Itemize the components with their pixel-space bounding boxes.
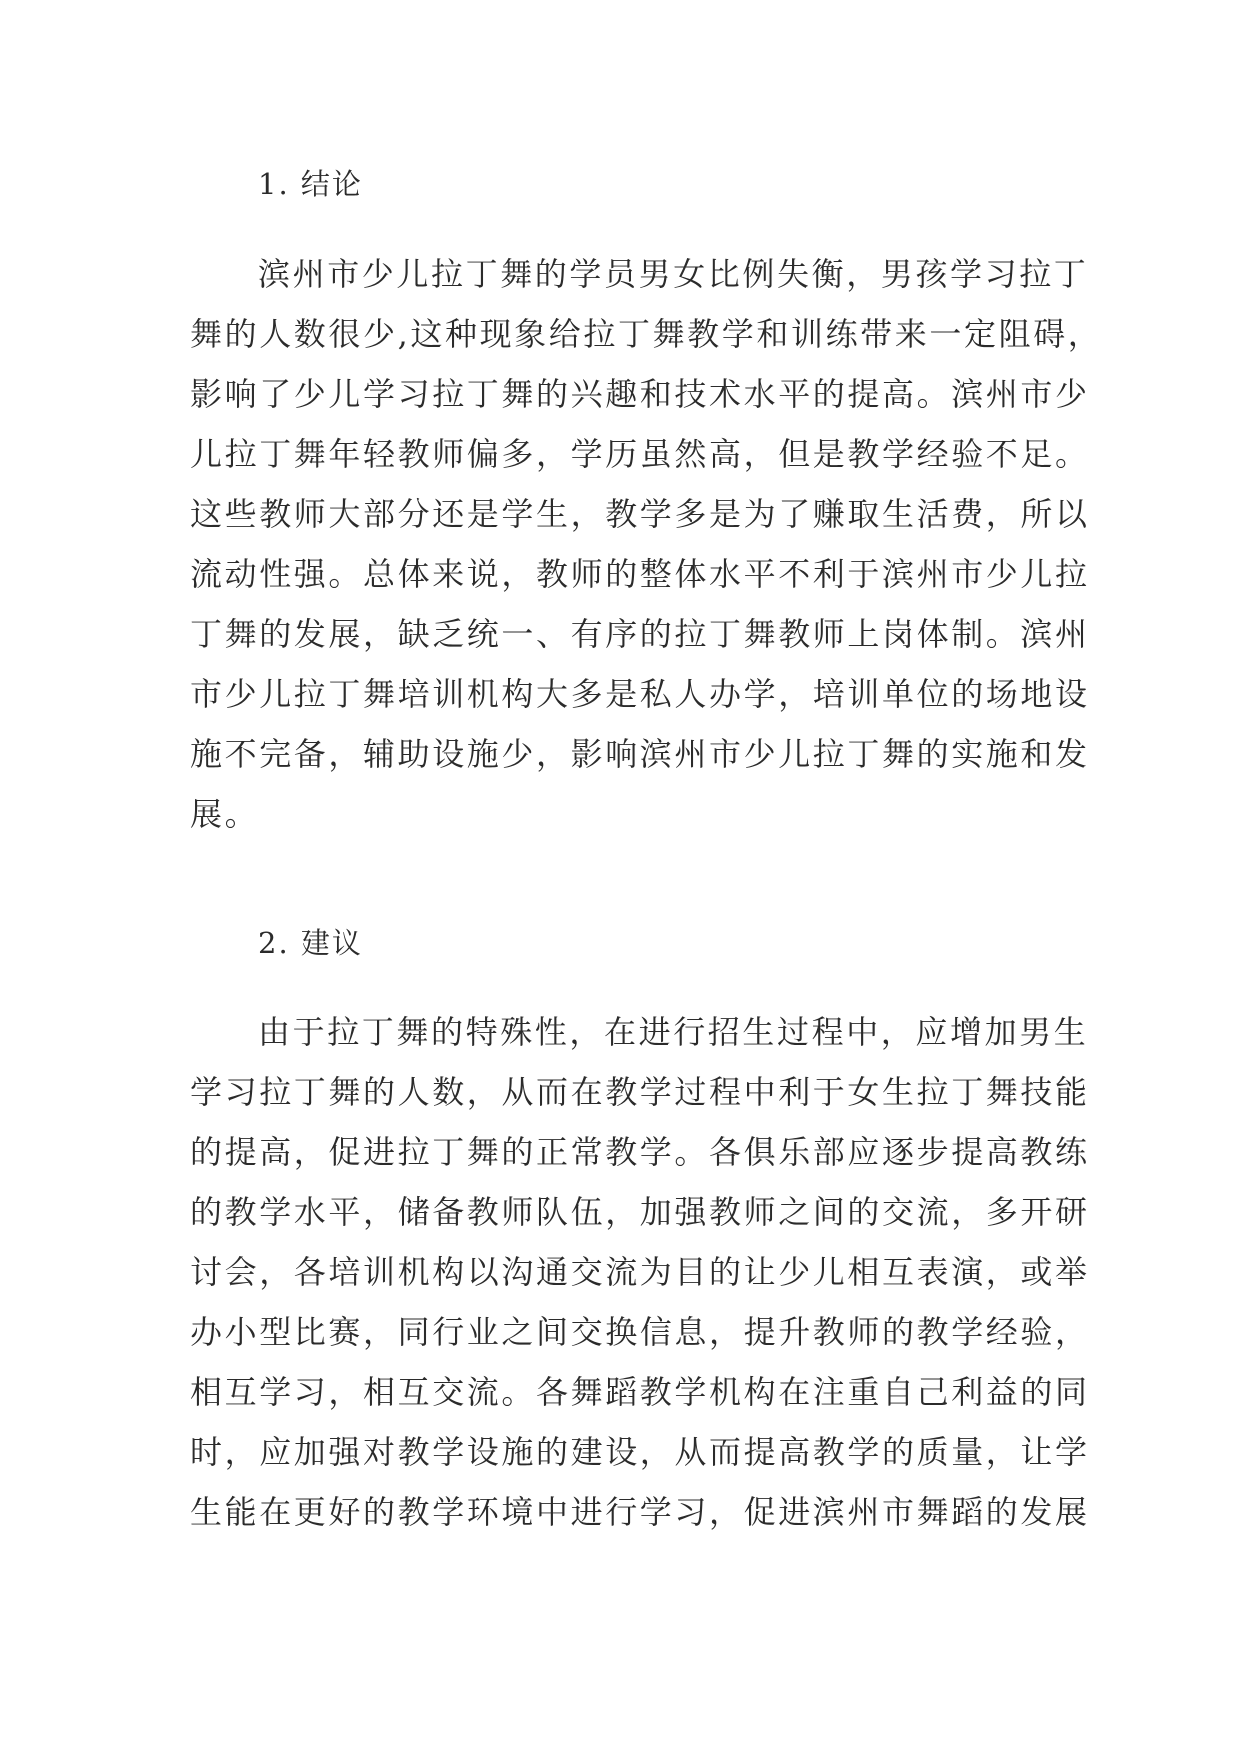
- paragraph-line: 生能在更好的教学环境中进行学习，促进滨州市舞蹈的发展: [190, 1493, 1090, 1531]
- section-heading-suggestions: 2. 建议: [258, 926, 363, 960]
- paragraph-line: 相互学习，相互交流。各舞蹈教学机构在注重自己利益的同: [190, 1373, 1090, 1411]
- paragraph-line: 滨州市少儿拉丁舞的学员男女比例失衡，男孩学习拉丁: [258, 255, 1089, 293]
- paragraph-line: 施不完备，辅助设施少，影响滨州市少儿拉丁舞的实施和发: [190, 735, 1090, 773]
- paragraph-line: 这些教师大部分还是学生，教学多是为了赚取生活费，所以: [190, 495, 1090, 533]
- paragraph-line: 的提高，促进拉丁舞的正常教学。各俱乐部应逐步提高教练: [190, 1133, 1090, 1171]
- section-heading-conclusion: 1. 结论: [258, 167, 363, 201]
- paragraph-line: 学习拉丁舞的人数，从而在教学过程中利于女生拉丁舞技能: [190, 1073, 1090, 1111]
- paragraph-line: 流动性强。总体来说，教师的整体水平不利于滨州市少儿拉: [190, 555, 1090, 593]
- conclusion-paragraph: [190, 244, 1102, 844]
- paragraph-line: 儿拉丁舞年轻教师偏多，学历虽然高，但是教学经验不足。: [190, 435, 1090, 473]
- paragraph-line: 讨会，各培训机构以沟通交流为目的让少儿相互表演，或举: [190, 1253, 1090, 1291]
- paragraph-line: 舞的人数很少,这种现象给拉丁舞教学和训练带来一定阻碍，: [190, 315, 1103, 353]
- suggestions-paragraph: [190, 1002, 1090, 1542]
- paragraph-line: 市少儿拉丁舞培训机构大多是私人办学，培训单位的场地设: [190, 675, 1090, 713]
- paragraph-line: 影响了少儿学习拉丁舞的兴趣和技术水平的提高。滨州市少: [190, 375, 1090, 413]
- paragraph-line: 的教学水平，储备教师队伍，加强教师之间的交流，多开研: [190, 1193, 1090, 1231]
- paragraph-line: 办小型比赛，同行业之间交换信息，提升教师的教学经验，: [190, 1313, 1090, 1351]
- paragraph-line: 丁舞的发展，缺乏统一、有序的拉丁舞教师上岗体制。滨州: [190, 615, 1090, 653]
- paragraph-line: 由于拉丁舞的特殊性，在进行招生过程中，应增加男生: [258, 1013, 1089, 1051]
- paragraph-line: 展。: [190, 795, 260, 833]
- paragraph-line: 时，应加强对教学设施的建设，从而提高教学的质量，让学: [190, 1433, 1090, 1471]
